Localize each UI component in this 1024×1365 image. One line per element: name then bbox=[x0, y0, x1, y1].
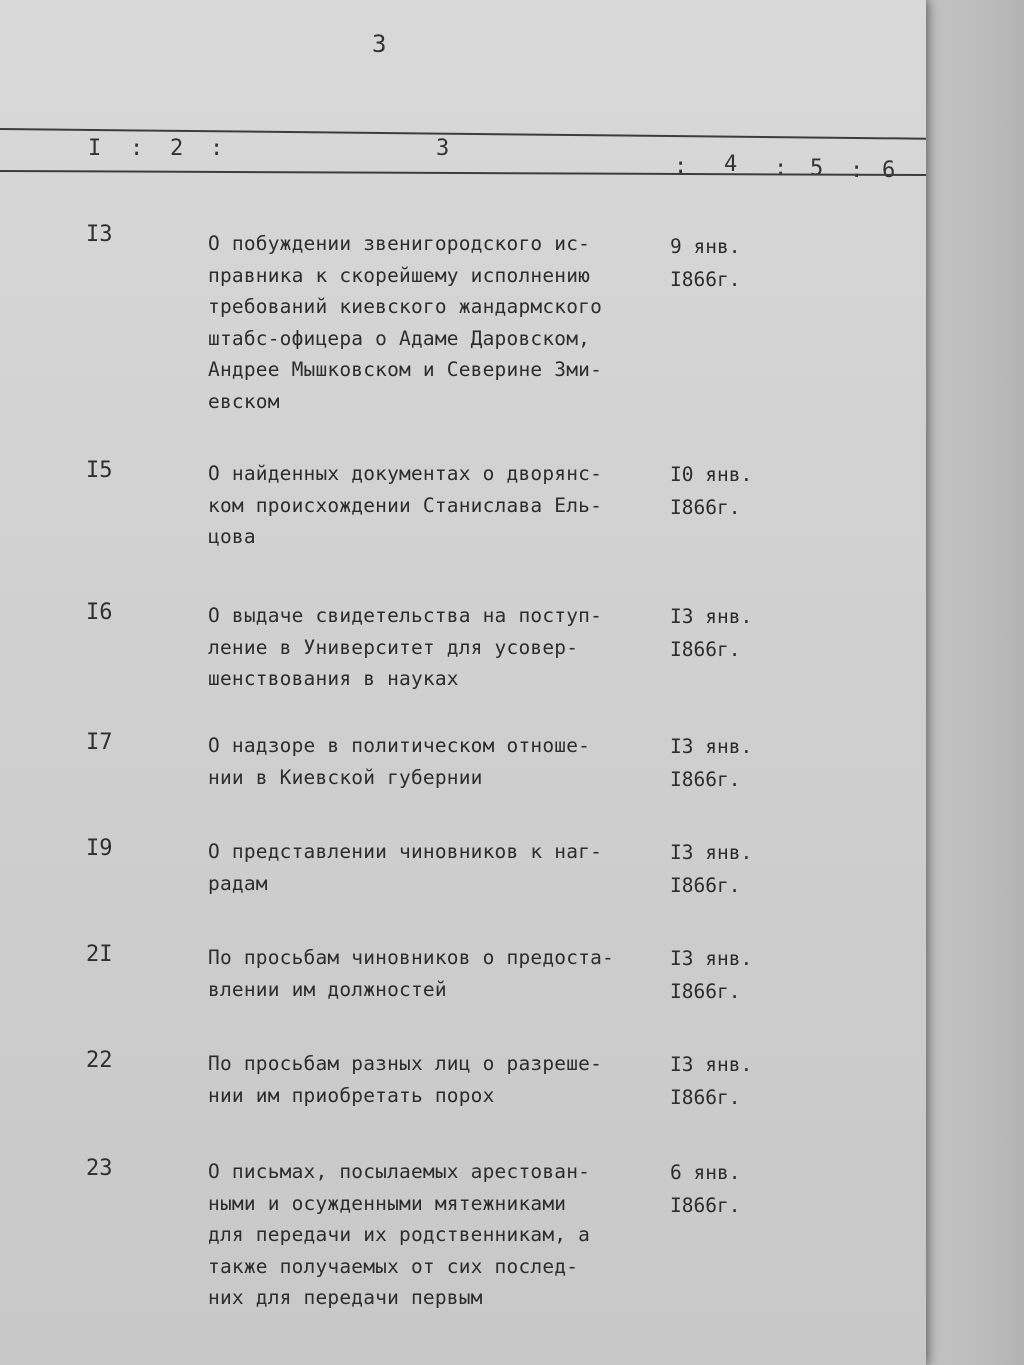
page-number: 3 bbox=[372, 30, 387, 58]
entry-date-year: I866г. bbox=[670, 1086, 741, 1109]
column-header-4: 4 bbox=[724, 152, 738, 177]
entry-date-year: I866г. bbox=[670, 496, 741, 519]
entry-title bbox=[208, 836, 668, 899]
entry-title-line: штабс-офицера о Адаме Даровском, bbox=[208, 326, 591, 350]
entry-date bbox=[670, 230, 740, 296]
entry-date bbox=[670, 1048, 752, 1114]
entry-date-day: I0 янв. bbox=[670, 463, 753, 486]
entry-date bbox=[670, 942, 752, 1008]
entry-title-line: О найденных документах о дворянс- bbox=[208, 462, 603, 485]
column-header-2: 2 bbox=[170, 136, 184, 161]
entry-title bbox=[208, 458, 668, 553]
entry-title-line: По просьбам чиновников о предоста- bbox=[208, 946, 614, 969]
entry-date-year: I866г. bbox=[670, 638, 741, 661]
entry-title bbox=[208, 730, 668, 793]
entry-title-line: влении им должностей bbox=[208, 977, 447, 1001]
entry-title-line: них для передачи первым bbox=[208, 1286, 483, 1309]
entry-title-line: нии им приобретать порох bbox=[208, 1083, 495, 1107]
entry-date-year: I866г. bbox=[670, 874, 741, 897]
entry-title bbox=[208, 942, 668, 1005]
column-header-1: I bbox=[88, 136, 102, 161]
entry-title-line: ком происхождении Станислава Ель- bbox=[208, 493, 603, 517]
entry-number: 2I bbox=[86, 942, 113, 967]
entry-title-line: По просьбам разных лиц о разреше- bbox=[208, 1052, 603, 1075]
column-header-3: 3 bbox=[436, 136, 450, 161]
entry-date-year: I866г. bbox=[670, 268, 741, 291]
column-separator: : bbox=[674, 154, 688, 179]
entry-title-line: нии в Киевской губернии bbox=[208, 765, 483, 789]
entry-title-line: О представлении чиновников к наг- bbox=[208, 840, 603, 863]
column-separator: : bbox=[210, 136, 224, 161]
entry-date-day: I3 янв. bbox=[670, 1053, 753, 1076]
entry-title-line: цова bbox=[208, 525, 256, 548]
entry-title bbox=[208, 1156, 668, 1314]
entry-date-year: I866г. bbox=[670, 1194, 741, 1217]
entry-date bbox=[670, 600, 752, 666]
column-separator: : bbox=[774, 156, 788, 181]
entry-date-day: 9 янв. bbox=[670, 235, 741, 258]
entry-date-year: I866г. bbox=[670, 768, 741, 791]
entry-date-year: I866г. bbox=[670, 980, 741, 1003]
column-separator: : bbox=[850, 158, 864, 183]
entry-title-line: О письмах, посылаемых арестован- bbox=[208, 1160, 591, 1183]
entry-title-line: Андрее Мышковском и Северине Зми- bbox=[208, 358, 603, 381]
entry-title-line: также получаемых от сих послед- bbox=[208, 1254, 579, 1278]
entry-number: I5 bbox=[86, 458, 113, 483]
entry-title bbox=[208, 228, 668, 417]
column-header-5: 5 bbox=[810, 156, 824, 181]
entry-number: I6 bbox=[86, 600, 113, 625]
entry-title-line: радам bbox=[208, 871, 268, 895]
entry-number: 23 bbox=[86, 1156, 113, 1181]
entry-date-day: 6 янв. bbox=[670, 1161, 741, 1184]
entry-title-line: О надзоре в политическом отноше- bbox=[208, 734, 591, 757]
entry-title-line: евском bbox=[208, 389, 280, 413]
entry-title bbox=[208, 1048, 668, 1111]
entry-title-line: ными и осужденными мятежниками bbox=[208, 1191, 567, 1215]
entry-title-line: правника к скорейшему исполнению bbox=[208, 263, 591, 287]
entry-title-line: для передачи их родственникам, а bbox=[208, 1223, 591, 1246]
entry-date-day: I3 янв. bbox=[670, 841, 753, 864]
column-header-6: 6 bbox=[882, 158, 896, 183]
column-separator: : bbox=[130, 136, 144, 161]
entry-date bbox=[670, 836, 752, 902]
entry-date-day: I3 янв. bbox=[670, 947, 753, 970]
entry-number: I3 bbox=[86, 222, 113, 247]
entry-title bbox=[208, 600, 668, 695]
entry-title-line: шенствования в науках bbox=[208, 667, 459, 690]
entry-date bbox=[670, 458, 752, 524]
entry-number: 22 bbox=[86, 1048, 113, 1073]
entry-date-day: I3 янв. bbox=[670, 735, 753, 758]
entry-title-line: ление в Университет для усовер- bbox=[208, 635, 579, 659]
entry-number: I9 bbox=[86, 836, 113, 861]
adjacent-page-edge bbox=[918, 0, 1024, 1365]
entry-title-line: О побуждении звенигородского ис- bbox=[208, 232, 591, 255]
entry-title-line: О выдаче свидетельства на поступ- bbox=[208, 604, 603, 627]
entry-date-day: I3 янв. bbox=[670, 605, 753, 628]
entry-date bbox=[670, 1156, 740, 1222]
entry-number: I7 bbox=[86, 730, 113, 755]
entry-title-line: требований киевского жандармского bbox=[208, 295, 603, 318]
entry-date bbox=[670, 730, 752, 796]
